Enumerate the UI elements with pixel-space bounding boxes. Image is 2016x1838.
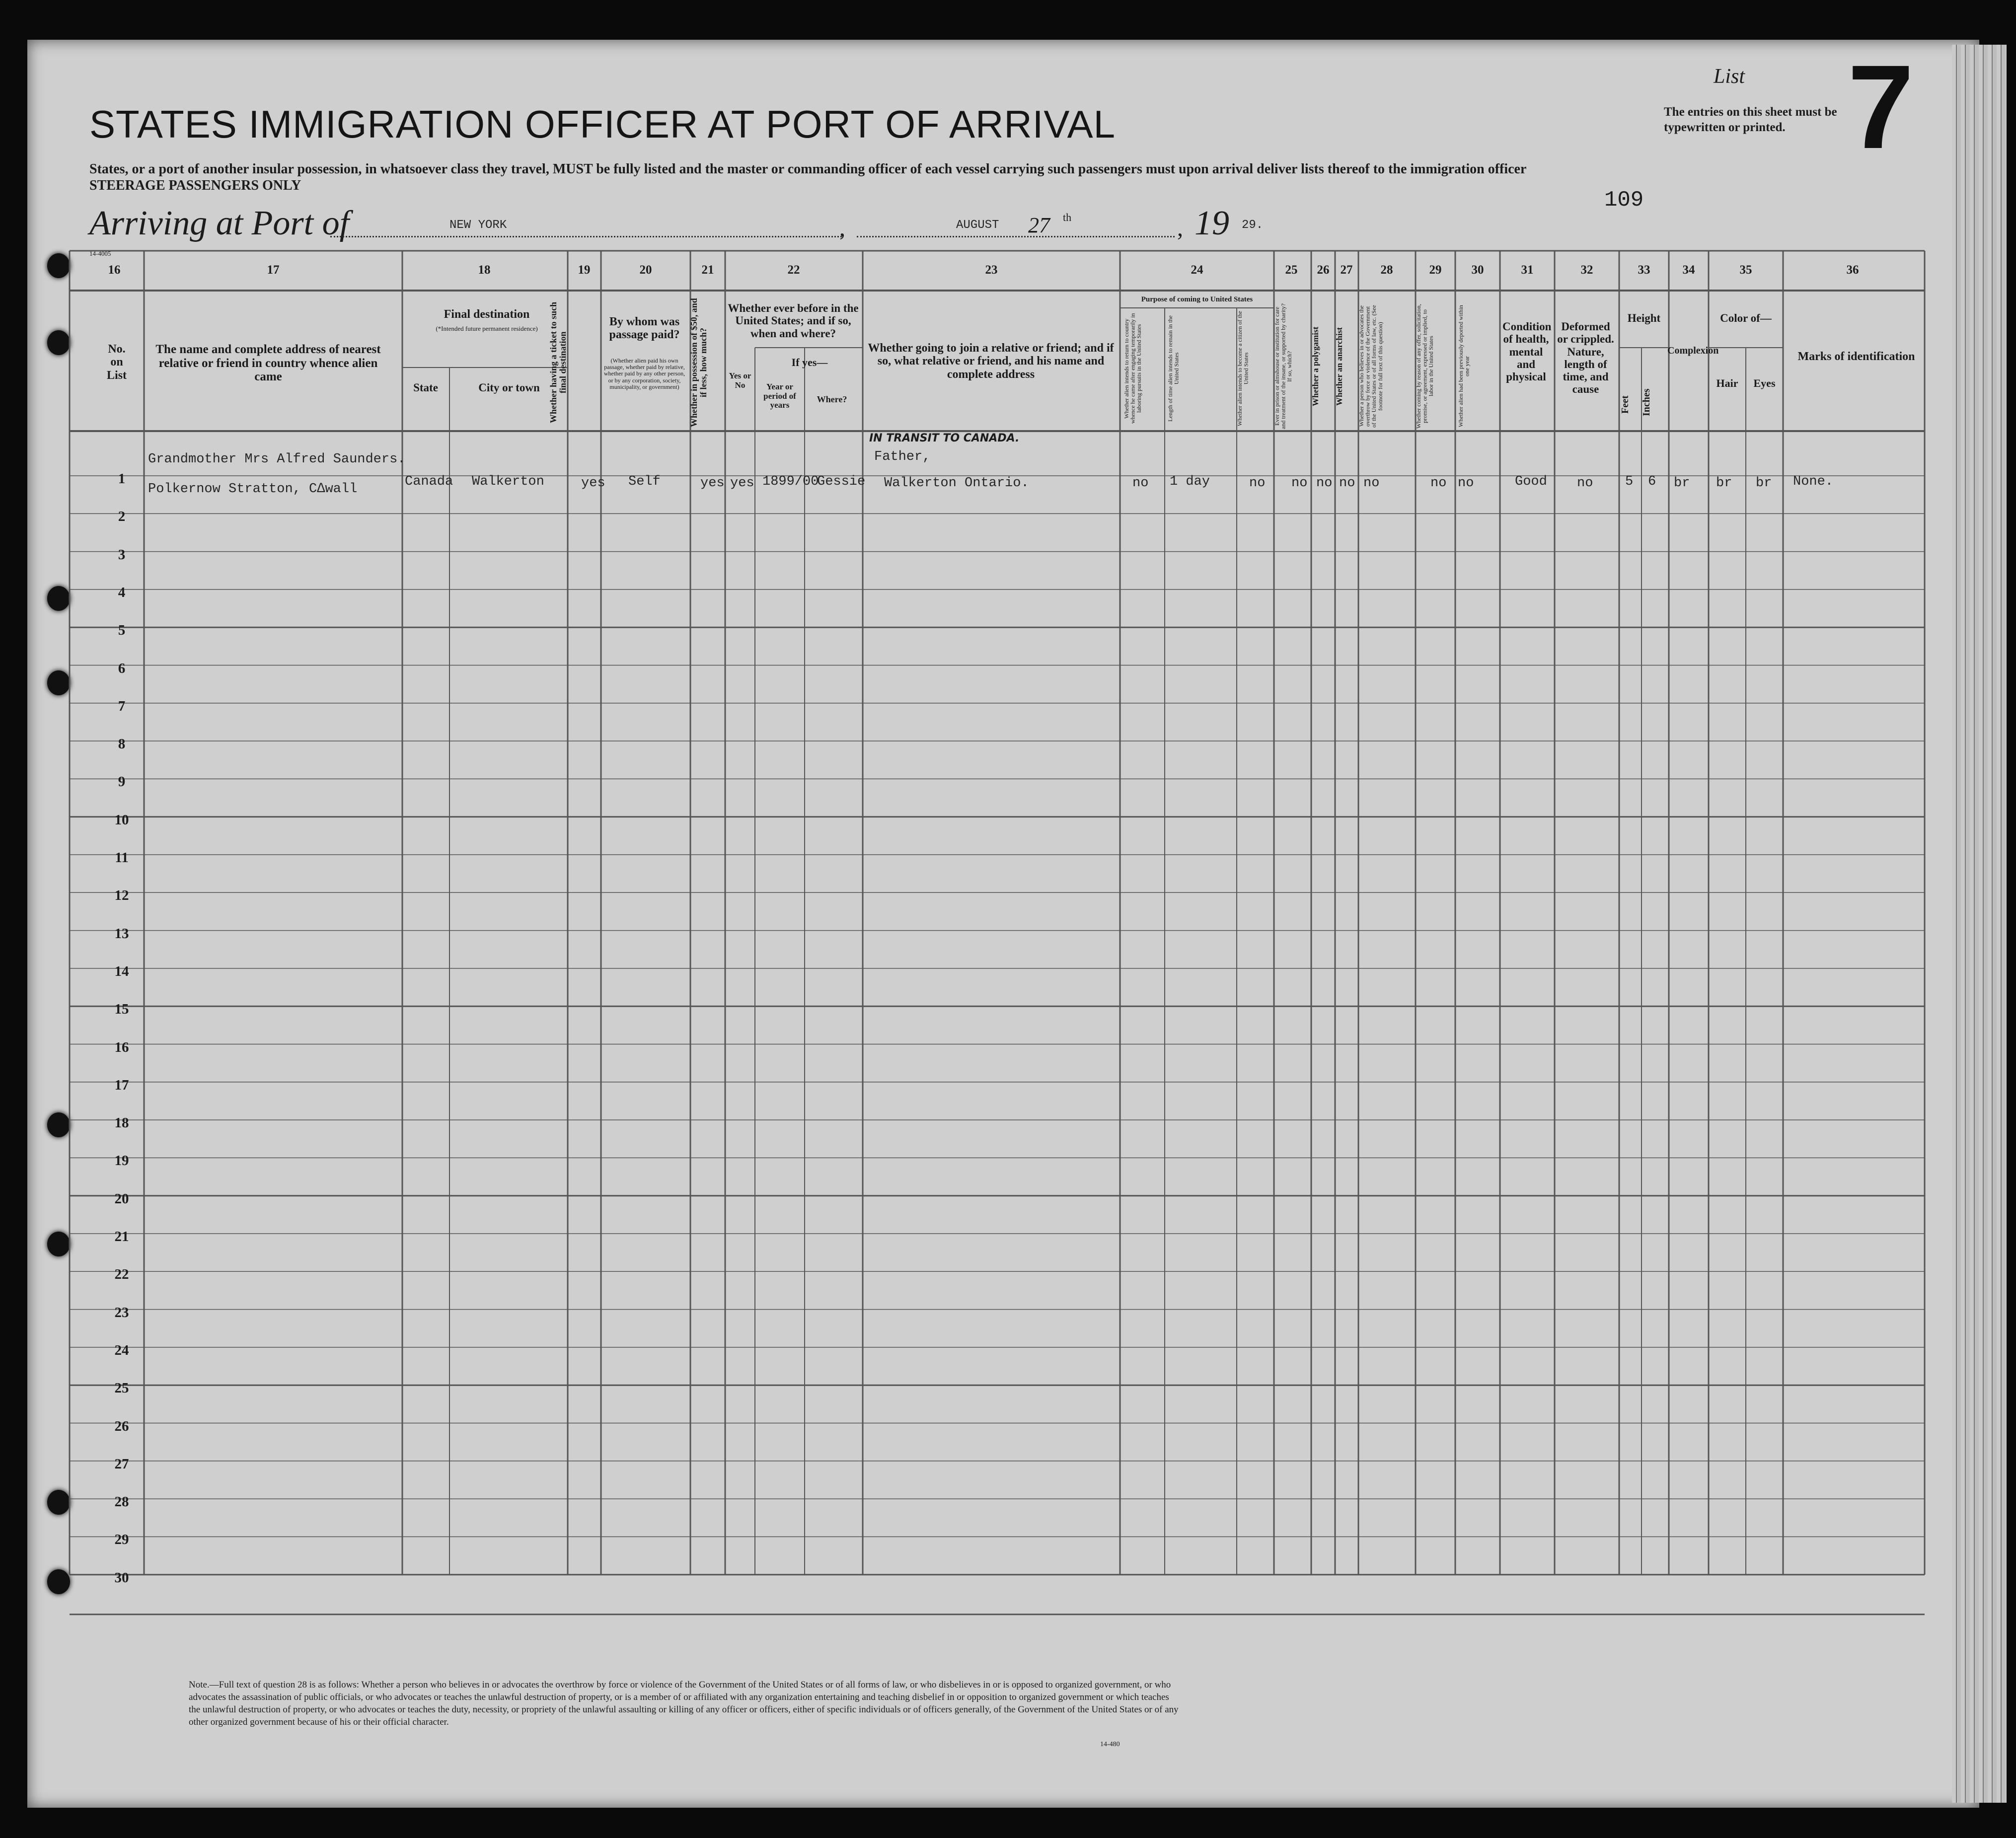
col30-header: Whether alien had been previously deported within one year	[1457, 305, 1471, 428]
row-number: 19	[114, 1153, 129, 1169]
relative-line2: Polkernow Stratton, C∆wall	[148, 482, 358, 497]
row-number: 7	[118, 698, 126, 714]
row-number: 28	[114, 1494, 129, 1510]
overthrow-value: no	[1363, 476, 1380, 491]
eyes-value: br	[1756, 476, 1772, 491]
relative-line1: Grandmother Mrs Alfred Saunders.	[148, 452, 406, 467]
col20-subheader: (Whether alien paid his own passage, whether paid by relative, whether paid by any other person, or by any corporation, society, municipality, or government)	[603, 357, 685, 390]
citizen-value: no	[1249, 476, 1266, 491]
col22-header: Whether ever before in the United States; and if so, when and where?	[728, 302, 859, 340]
col22-yes-no: Yes or No	[729, 371, 751, 390]
row-number: 22	[114, 1266, 129, 1283]
list-label: List	[1714, 65, 1745, 88]
column-number: 32	[1580, 263, 1593, 277]
column-number: 30	[1471, 263, 1484, 277]
col29-header: Whether coming by reason of any offer, solicitation, promise, or agreement, expressed or implied, to labor in the United States	[1415, 304, 1435, 429]
col27-header: Whether an anarchist	[1335, 327, 1344, 406]
col16-header: No. on List	[106, 343, 127, 382]
col33-inches: Inches	[1641, 388, 1652, 416]
col18-state: State	[413, 381, 438, 394]
col35-hair: Hair	[1716, 377, 1738, 389]
form-code: 14-4005	[89, 250, 111, 257]
hair-value: br	[1716, 476, 1732, 491]
col21-header: Whether in possession of $50, and if less, how much?	[689, 298, 708, 427]
column-number: 25	[1285, 263, 1298, 277]
list-number: 7	[1848, 40, 1914, 173]
length-value: 1 day	[1170, 474, 1210, 489]
col33-header: Height	[1627, 312, 1661, 324]
column-number: 21	[701, 263, 714, 277]
complexion-value: br	[1674, 476, 1690, 491]
column-number: 18	[478, 263, 491, 277]
row-number: 16	[114, 1039, 129, 1055]
deformed-value: no	[1577, 476, 1593, 491]
col22-if-yes: If yes—	[791, 356, 828, 368]
col35-header: Color of—	[1720, 312, 1772, 324]
arrival-day: 27	[1028, 213, 1050, 237]
row-number: 26	[114, 1418, 129, 1434]
row-number: 21	[114, 1229, 129, 1245]
money-value: yes	[700, 476, 725, 491]
footnote-code: 14-480	[1100, 1741, 1120, 1748]
row-number: 8	[118, 736, 126, 752]
anarchist-value: no	[1339, 476, 1355, 491]
row-number: 12	[114, 887, 129, 904]
col17-header: The name and complete address of nearest relative or friend in country whence alien came	[155, 343, 381, 383]
row-number: 17	[114, 1077, 129, 1093]
column-number: 27	[1340, 263, 1353, 277]
col36-header: Marks of identification	[1797, 350, 1915, 363]
col32-header: Deformed or crippled. Nature, length of time, and cause	[1557, 320, 1614, 396]
arriving-label: Arriving at Port of	[89, 204, 350, 242]
before-years-value: 1899/00	[762, 474, 819, 489]
prison-value: no	[1291, 476, 1308, 491]
before-where-value: Gessie	[817, 474, 866, 489]
destination-city: Walkerton	[472, 474, 544, 489]
col18-city: City or town	[478, 381, 540, 394]
row-number: 25	[114, 1380, 129, 1397]
ticket-value: yes	[581, 476, 605, 491]
col35-eyes: Eyes	[1753, 377, 1776, 389]
column-number: 29	[1429, 263, 1442, 277]
row-number: 30	[114, 1569, 129, 1586]
height-inches-value: 6	[1648, 474, 1656, 489]
col24c-header: Whether alien intends to become a citizen of the United States	[1236, 311, 1250, 426]
year-suffix: 29.	[1242, 219, 1264, 232]
class-line: STEERAGE PASSENGERS ONLY	[89, 178, 301, 193]
col34-header: Complexion	[1667, 345, 1719, 356]
column-number: 20	[639, 263, 652, 277]
row-number: 11	[115, 850, 129, 866]
offer-value: no	[1430, 476, 1447, 491]
col22-where: Where?	[817, 394, 847, 404]
row-number: 14	[114, 963, 129, 979]
comma-mark: ,	[839, 215, 845, 241]
row-number: 2	[118, 509, 126, 525]
col22-year: Year or period of years	[763, 382, 796, 410]
polygamist-value: no	[1316, 476, 1333, 491]
footnote: Note.—Full text of question 28 is as follows: Whether a person who believes in or advocates the overthrow by force or violence of the Government of the United States or of all forms of law, or who disbelieves in or is opposed to organized government, or who advocates the assassination of public officials, or who advocates or teaches the unlawful destruction of property, or is a member of or affiliated with any organization entertaining and teaching disbelief in or opposition to organized government or which teaches the unlawful destruction of property, or who advocates or teaches the duty, necessity, or propriety of the unlawful assaulting or killing of any officer or officers, either of specific individuals or of officers generally, of the Government of the United States or of any other organized government because of his or their official character.	[189, 1680, 1179, 1728]
col28-header: Whether a person who believes in or advocates the overthrow by force or violence of the Government of the United States or of all forms of law, etc. (See footnote for full text of this question)	[1358, 305, 1384, 428]
year-prefix: 19	[1195, 204, 1229, 242]
column-number: 24	[1191, 263, 1203, 277]
arrival-day-suffix: th	[1063, 211, 1072, 223]
transit-note: IN TRANSIT TO CANADA.	[869, 432, 1020, 444]
column-number: 34	[1682, 263, 1695, 277]
comma-mark: ,	[1177, 215, 1183, 241]
col25-header: Ever in prison or almshouse or institution for care and treatment of the insane, or supported by charity? If so, which?	[1273, 303, 1293, 429]
row-number: 13	[114, 925, 129, 942]
column-number: 36	[1846, 263, 1859, 277]
column-number: 23	[985, 263, 998, 277]
row-number: 10	[114, 811, 129, 828]
col31-header: Condition of health, mental and physical	[1502, 320, 1552, 383]
column-number: 22	[787, 263, 800, 277]
row-number: 9	[118, 774, 126, 790]
row-number: 15	[114, 1001, 129, 1018]
deported-value: no	[1458, 476, 1474, 491]
col20-header: By whom was passage paid?	[609, 315, 680, 342]
marks-value: None.	[1793, 474, 1834, 489]
join-line1: Father,	[874, 449, 931, 464]
typewritten-note: The entries on this sheet must be typewritten or printed.	[1664, 105, 1837, 135]
col18-subheader: (*Intended future permanent residence)	[436, 325, 538, 332]
col24-header: Purpose of coming to United States	[1141, 295, 1253, 303]
join-line2: Walkerton Ontario.	[884, 476, 1029, 491]
col26-header: Whether a polygamist	[1311, 326, 1320, 406]
row-number: 23	[114, 1304, 129, 1321]
column-number: 19	[578, 263, 591, 277]
col23-header: Whether going to join a relative or friend; and if so, what relative or friend, and his name and complete address	[868, 342, 1114, 381]
before-yn-value: yes	[730, 476, 754, 491]
column-number: 17	[267, 263, 280, 277]
row-number: 1	[118, 471, 126, 487]
row-number: 24	[114, 1342, 129, 1358]
height-feet-value: 5	[1625, 474, 1634, 489]
page-title: STATES IMMIGRATION OFFICER AT PORT OF ARRIVAL	[89, 102, 1116, 146]
row-number: 3	[118, 546, 126, 563]
instruction-text: States, or a port of another insular possession, in whatsoever class they travel, MUST be fully listed and the master or commanding officer of each vessel carrying such passengers must upon arrival deliver lists thereof to the immigration officer	[89, 161, 1527, 177]
row-number: 27	[114, 1456, 129, 1472]
paid-by-value: Self	[628, 474, 661, 489]
arrival-month: AUGUST	[956, 219, 999, 232]
row-number: 18	[114, 1115, 129, 1131]
col33-feet: Feet	[1620, 395, 1631, 414]
column-number: 26	[1317, 263, 1330, 277]
health-value: Good	[1515, 474, 1547, 489]
column-number: 16	[108, 263, 121, 277]
col19-header: Whether having a ticket to such final destination	[548, 301, 568, 424]
column-number: 35	[1739, 263, 1752, 277]
destination-state: Canada	[405, 474, 453, 489]
row-number: 4	[118, 584, 126, 600]
col24a-header: Whether alien intends to return to country whence he came after engaging temporarily in laboring pursuits in the United States	[1123, 313, 1143, 424]
column-number: 28	[1380, 263, 1393, 277]
column-number: 31	[1521, 263, 1534, 277]
col18-header: Final destination	[444, 308, 530, 321]
arrival-port: NEW YORK	[449, 219, 507, 232]
row-number: 5	[118, 622, 126, 639]
column-number: 33	[1638, 263, 1650, 277]
row-number: 20	[114, 1190, 129, 1207]
page-number: 109	[1604, 188, 1644, 213]
row-number: 6	[118, 660, 126, 676]
col24b-header: Length of time alien intends to remain in the United States	[1167, 315, 1180, 422]
row-number: 29	[114, 1532, 129, 1548]
return-value: no	[1132, 476, 1149, 491]
